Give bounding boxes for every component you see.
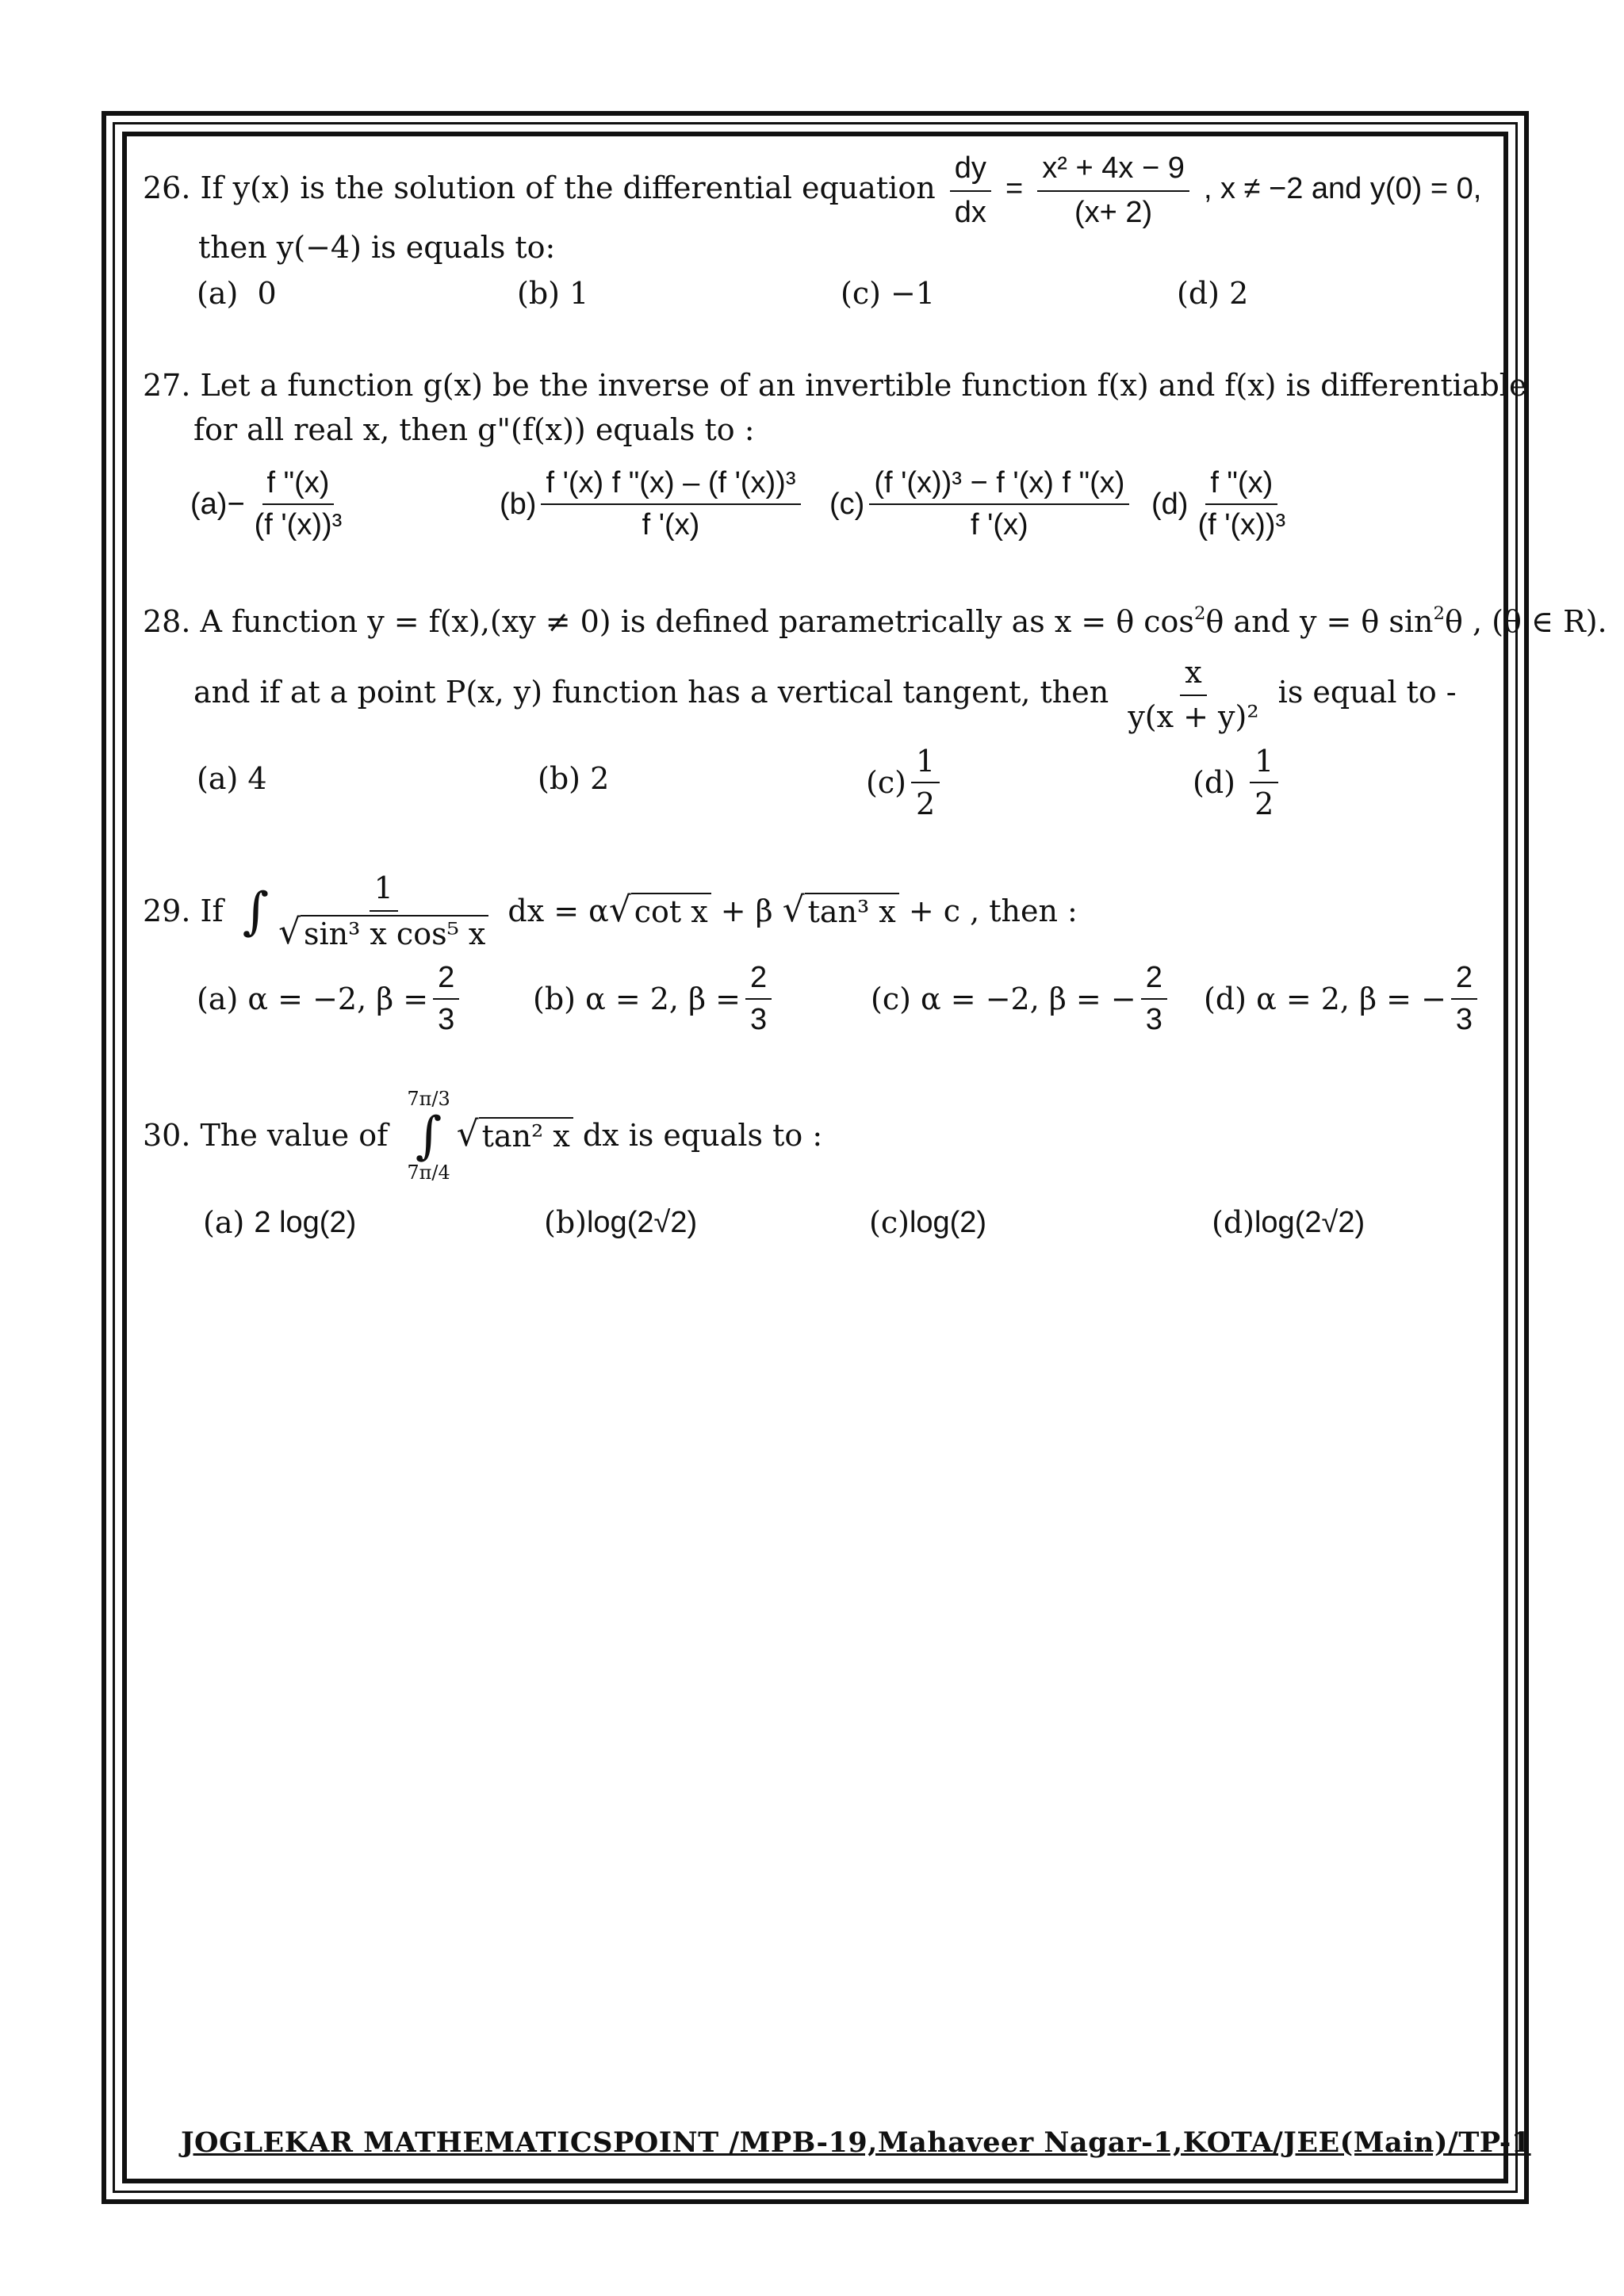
option-label: (a) — [197, 761, 239, 796]
integrand-fraction — [274, 871, 493, 952]
option-label: (b) — [500, 487, 537, 521]
fraction-denominator: y(x + y)² — [1128, 698, 1259, 734]
option-text: α = 2, β = — [1256, 982, 1411, 1016]
integral-sign: ∫ — [415, 1106, 442, 1165]
option-label: (d) — [1151, 487, 1189, 521]
question-28 — [143, 604, 1607, 641]
option-fraction — [541, 466, 800, 542]
upper-limit: 7π/3 — [407, 1088, 450, 1110]
fraction-denominator: dx — [954, 195, 986, 229]
fraction-numerator: f "(x) — [262, 466, 335, 505]
fraction-numerator: 1 — [370, 871, 398, 912]
fraction-numerator: x² + 4x − 9 — [1037, 151, 1189, 192]
fraction-denominator: 3 — [1145, 1003, 1162, 1036]
option-value: 1 — [569, 276, 589, 311]
fraction-numerator: 2 — [433, 961, 459, 1000]
option-text: log(2√2) — [1254, 1205, 1365, 1239]
sqrt-cot — [608, 889, 711, 931]
fraction-denominator: (f '(x))³ — [254, 508, 343, 541]
option-text: log(2√2) — [586, 1205, 698, 1239]
option-text: log(2) — [909, 1205, 987, 1239]
option-fraction — [1141, 961, 1167, 1037]
question-text: for all real x, then g"(f(x)) equals to : — [193, 412, 755, 447]
option-label: (c) — [841, 276, 881, 311]
question-number: 30. — [143, 1118, 191, 1153]
option-label: (b) — [538, 761, 580, 796]
option-a — [203, 1205, 356, 1240]
question-26-line2 — [198, 230, 555, 266]
fraction-numerator: 2 — [745, 961, 772, 1000]
question-26 — [143, 151, 1481, 231]
fraction-numerator: f "(x) — [1205, 466, 1277, 505]
option-label: (a) — [190, 487, 228, 521]
radicand: cot x — [631, 893, 711, 931]
option-fraction — [745, 961, 772, 1037]
radical-sign: √ — [782, 889, 805, 930]
option-text: 2 log(2) — [254, 1205, 357, 1239]
lower-limit: 7π/4 — [407, 1161, 450, 1184]
question-30 — [143, 1088, 822, 1184]
question-text: dx is equals to : — [582, 1118, 823, 1153]
exponent: 2 — [1433, 603, 1446, 625]
fraction-denominator: 3 — [749, 1003, 768, 1036]
option-label: (a) — [197, 276, 239, 311]
option-c — [869, 1205, 986, 1240]
option-fraction — [250, 466, 347, 542]
option-d — [1204, 961, 1482, 1037]
fraction-denominator: 3 — [438, 1003, 455, 1036]
option-fraction — [433, 961, 459, 1037]
fraction-denominator: f '(x) — [971, 508, 1028, 541]
option-a — [197, 961, 464, 1037]
option-sign: − — [227, 487, 245, 521]
option-text: α = −2, β = — [921, 982, 1101, 1016]
option-text: α = −2, β = — [247, 982, 429, 1016]
option-b — [538, 761, 609, 796]
option-fraction — [1250, 744, 1278, 821]
option-d — [1151, 466, 1295, 542]
option-b — [544, 1205, 697, 1240]
rhs-fraction — [1037, 151, 1189, 231]
equals-sign: = — [1005, 172, 1024, 206]
radicand: tan² x — [479, 1117, 573, 1155]
radicand: tan³ x — [805, 893, 899, 931]
sqrt-tan — [456, 1114, 573, 1155]
option-c — [871, 961, 1172, 1037]
option-value: 2 — [590, 761, 610, 796]
fraction-numerator: x — [1180, 655, 1206, 696]
footer-text: JOGLEKAR MATHEMATICSPOINT /MPB-19,Mahaveer Nagar-1,KOTA/JEE(Main)/TP-1 — [181, 2126, 1531, 2159]
option-d — [1212, 1205, 1365, 1240]
definite-integral — [407, 1088, 450, 1184]
fraction-denominator: (f '(x))³ — [1197, 508, 1286, 541]
option-a — [197, 276, 277, 311]
question-text: θ and y = θ sin — [1205, 604, 1434, 639]
option-label: (c) — [829, 487, 865, 521]
fraction-numerator: 1 — [911, 744, 940, 783]
option-value: 0 — [257, 276, 277, 311]
question-text: + c , then : — [908, 893, 1078, 928]
question-text: + β — [720, 893, 773, 928]
fraction-numerator: (f '(x))³ − f '(x) f "(x) — [869, 466, 1129, 505]
option-sign: − — [1421, 982, 1446, 1016]
question-number: 27. — [143, 368, 191, 403]
option-c — [866, 744, 944, 821]
option-d — [1193, 744, 1283, 821]
option-label: (b) — [533, 982, 576, 1016]
option-label: (d) — [1212, 1205, 1254, 1240]
fraction-numerator: 2 — [1451, 961, 1477, 1000]
option-label: (b) — [544, 1205, 587, 1240]
question-text: is equal to - — [1277, 675, 1457, 710]
option-text: α = 2, β = — [585, 982, 741, 1016]
option-a — [197, 761, 267, 796]
radical-sign: √ — [278, 911, 301, 952]
question-text: The value of — [200, 1118, 389, 1153]
fraction-denominator: (x+ 2) — [1074, 195, 1153, 229]
fraction-numerator: 1 — [1250, 744, 1278, 783]
radical-sign: √ — [608, 889, 631, 930]
option-label: (d) — [1193, 765, 1235, 800]
option-sign: − — [1110, 982, 1136, 1016]
question-28-line2 — [193, 655, 1457, 735]
option-a — [190, 466, 351, 542]
fraction-numerator: dy — [950, 151, 991, 192]
fraction-denominator: f '(x) — [642, 508, 700, 541]
option-label: (a) — [203, 1205, 245, 1240]
derivative-fraction — [950, 151, 991, 231]
question-text: A function y = f(x),(xy ≠ 0) is defined parametrically as x = θ cos — [200, 604, 1194, 639]
question-27 — [143, 368, 1526, 404]
condition-text: , x ≠ −2 and y(0) = 0, — [1203, 172, 1482, 206]
question-29 — [143, 871, 1078, 952]
option-value: −1 — [891, 276, 936, 311]
option-label: (c) — [869, 1205, 910, 1240]
question-text: and if at a point P(x, y) function has a vertical tangent, then — [193, 675, 1109, 710]
question-number: 29. — [143, 893, 191, 928]
condition-fraction — [1123, 655, 1263, 735]
option-label: (c) — [871, 982, 911, 1016]
integral-sign: ∫ — [242, 882, 270, 941]
option-fraction — [869, 466, 1129, 542]
question-text: θ , (θ ∈ R). — [1445, 604, 1607, 639]
radicand: sin³ x cos⁵ x — [301, 915, 488, 953]
question-text: If — [200, 893, 224, 928]
fraction-denominator — [274, 912, 493, 953]
option-label: (d) — [1204, 982, 1247, 1016]
option-value: 4 — [247, 761, 267, 796]
option-fraction — [1193, 466, 1290, 542]
option-fraction — [1451, 961, 1477, 1037]
option-label: (d) — [1177, 276, 1220, 311]
fraction-denominator: 2 — [1254, 786, 1274, 821]
question-number: 28. — [143, 604, 191, 639]
question-text: dx = α — [508, 893, 609, 928]
question-number: 26. — [143, 170, 191, 206]
fraction-numerator: f '(x) f "(x) – (f '(x))³ — [541, 466, 800, 505]
option-c — [841, 276, 935, 311]
option-label: (c) — [866, 765, 906, 800]
question-27-line2 — [193, 412, 755, 449]
option-b — [533, 961, 776, 1037]
option-fraction — [911, 744, 940, 821]
exponent: 2 — [1193, 603, 1206, 625]
option-c — [829, 466, 1134, 542]
question-text: If y(x) is the solution of the differential equation — [200, 170, 936, 206]
option-value: 2 — [1229, 276, 1249, 311]
fraction-denominator: 2 — [915, 786, 936, 821]
option-b — [500, 466, 806, 542]
fraction-numerator: 2 — [1141, 961, 1167, 1000]
option-label: (b) — [517, 276, 560, 311]
question-text: then y(−4) is equals to: — [198, 230, 556, 265]
option-b — [517, 276, 588, 311]
sqrt-tan — [782, 889, 899, 931]
radical-sign: √ — [456, 1114, 479, 1154]
fraction-denominator: 3 — [1455, 1003, 1473, 1036]
option-d — [1177, 276, 1248, 311]
question-text: Let a function g(x) be the inverse of an invertible function f(x) and f(x) is differentiable — [200, 368, 1527, 403]
option-label: (a) — [197, 982, 239, 1016]
